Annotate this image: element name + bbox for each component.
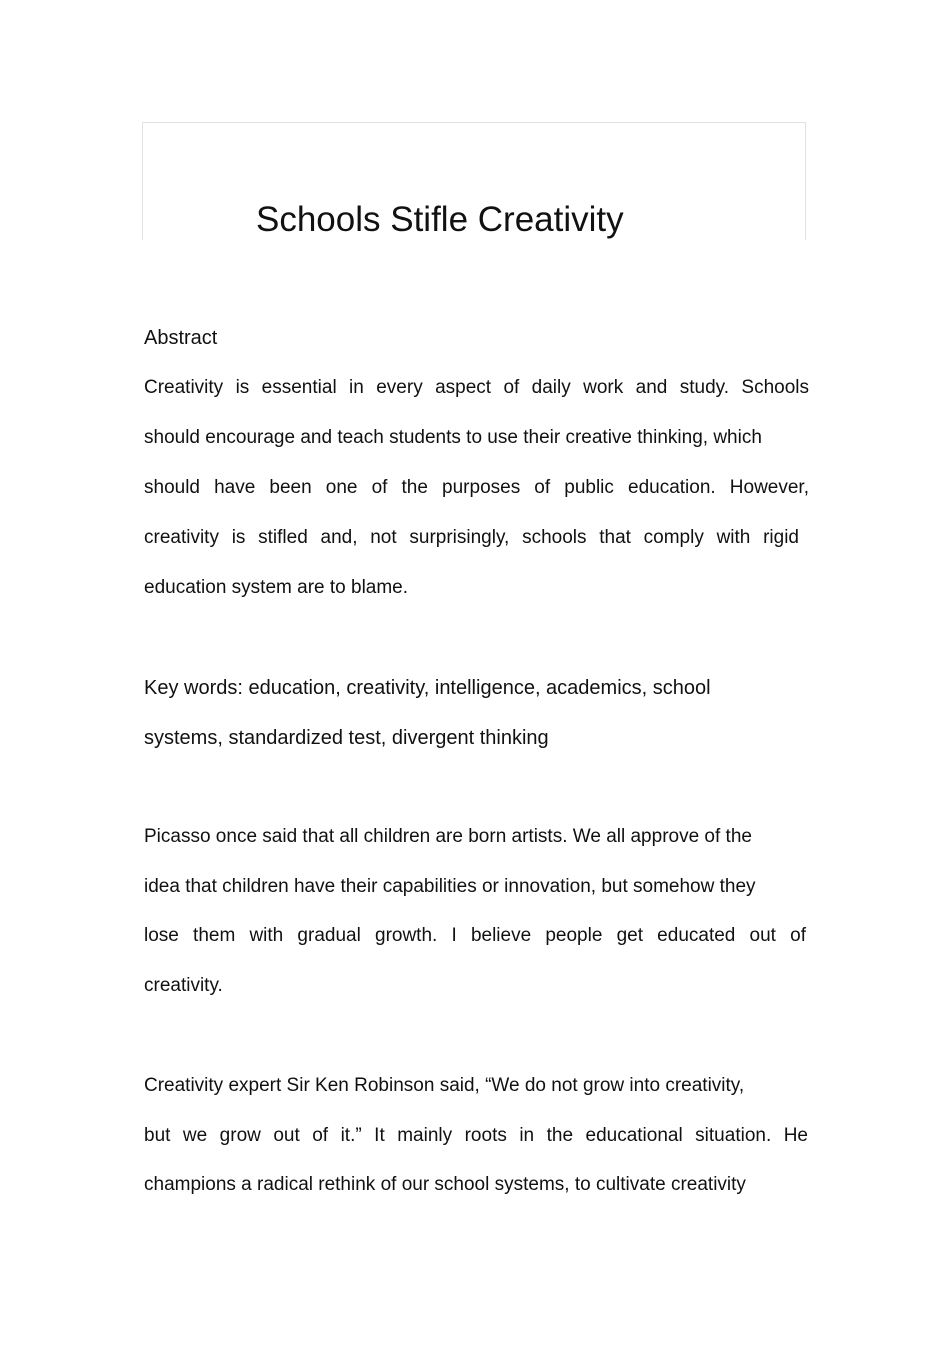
abstract-line: should have been one of the purposes of public education. However,: [144, 477, 809, 498]
paragraph-line: champions a radical rethink of our school systems, to cultivate creativity: [144, 1174, 746, 1195]
paragraph-line: Picasso once said that all children are born artists. We all approve of the: [144, 826, 752, 847]
abstract-line: Creativity is essential in every aspect of daily work and study. Schools: [144, 377, 809, 398]
abstract-line: creativity is stifled and, not surprisingly, schools that comply with rigid: [144, 527, 799, 548]
keywords-line: systems, standardized test, divergent thinking: [144, 727, 549, 749]
paragraph-line: creativity.: [144, 975, 223, 996]
document-title: Schools Stifle Creativity: [256, 200, 624, 239]
abstract-heading: Abstract: [144, 327, 218, 349]
paragraph-line: lose them with gradual growth. I believe people get educated out of: [144, 925, 806, 946]
abstract-line: should encourage and teach students to use their creative thinking, which: [144, 427, 762, 448]
paragraph-line: Creativity expert Sir Ken Robinson said, “We do not grow into creativity,: [144, 1075, 745, 1096]
abstract-line: education system are to blame.: [144, 577, 409, 598]
paragraph-line: but we grow out of it.” It mainly roots in the educational situation. He: [144, 1125, 808, 1146]
keywords-line: Key words: education, creativity, intelligence, academics, school: [144, 677, 711, 699]
paragraph-line: idea that children have their capabilities or innovation, but somehow they: [144, 876, 756, 897]
